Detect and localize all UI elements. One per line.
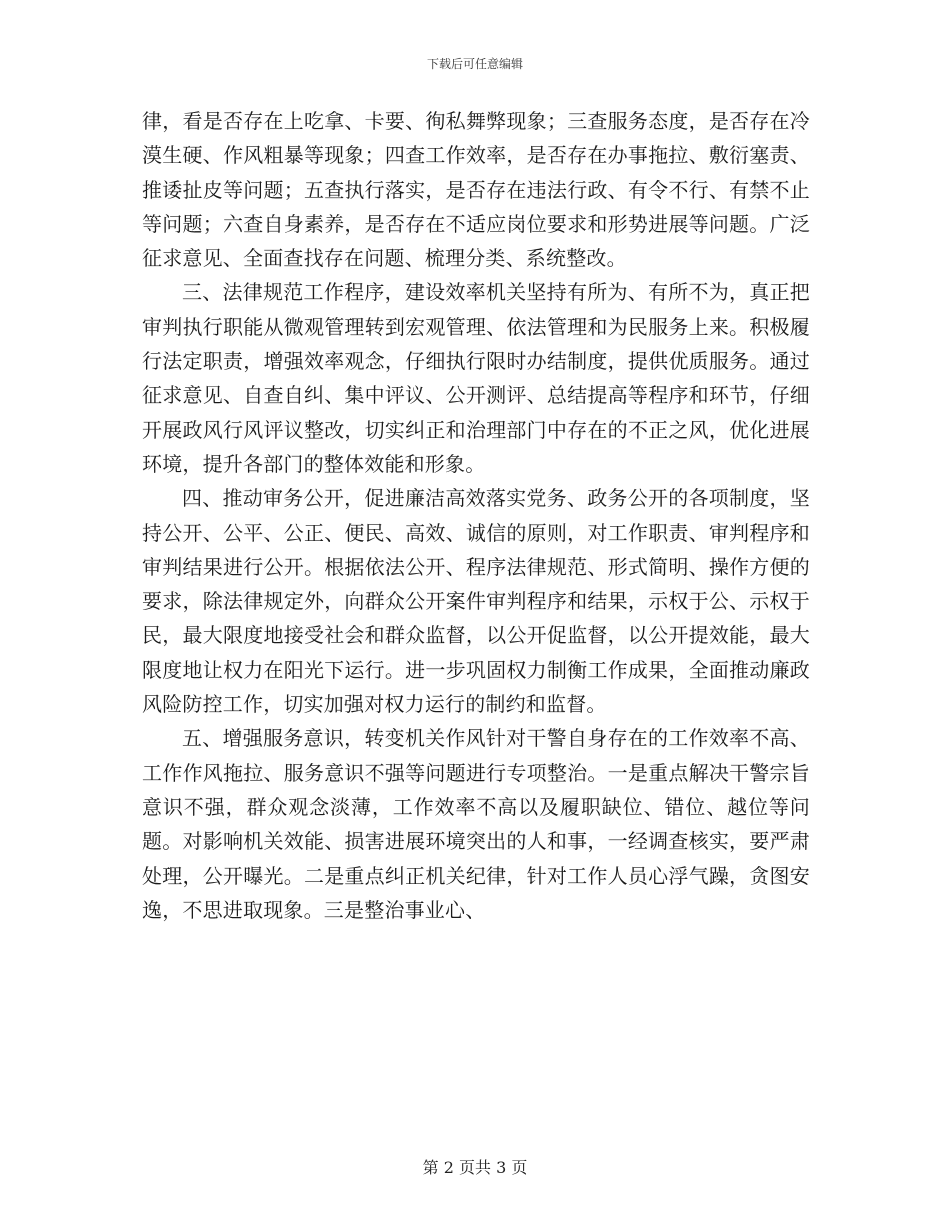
paragraph-1: 律，看是否存在上吃拿、卡要、徇私舞弊现象；三查服务态度，是否存在冷漠生硬、作风粗暴等现象；四查工作效率，是否存在办事拖拉、敷衍塞责、推诿扯皮等问题；五查执行落实，是否存在违法行政、有令不行、有禁不止等问题；六查自身素养，是否存在不适应岗位要求和形势进展等问题。广泛征求意见、全面查找存在问题、梳理分类、系统整改。 — [142, 109, 810, 271]
page-header: 下载后可任意编辑 — [426, 57, 523, 71]
paragraph-3: 四、推动审务公开，促进廉洁高效落实党务、政务公开的各项制度，坚持公开、公平、公正、便民、高效、诚信的原则，对工作职责、审判程序和审判结果进行公开。根据依法公开、程序法律规范、形式简明、操作方便的要求，除法律规定外，向群众公开案件审判程序和结果，示权于公、示权于民，最大限度地接受社会和群众监督，以公开促监督，以公开提效能，最大限度地让权力在阳光下运行。进一步巩固权力制衡工作成果，全面推动廉政风险防控工作，切实加强对权力运行的制约和监督。 — [142, 486, 810, 717]
page-number-footer: 第 2 页共 3 页 — [422, 1158, 528, 1177]
paragraph-4: 五、增强服务意识，转变机关作风针对干警自身存在的工作效率不高、工作作风拖拉、服务意识不强等问题进行专项整治。一是重点解决干警宗旨意识不强，群众观念淡薄，工作效率不高以及履职缺位、错位、越位等问题。对影响机关效能、损害进展环境突出的人和事，一经调查核实，要严肃处理，公开曝光。二是重点纠正机关纪律，针对工作人员心浮气躁，贪图安逸，不思进取现象。三是整治事业心、 — [142, 726, 810, 922]
paragraph-2: 三、法律规范工作程序，建设效率机关坚持有所为、有所不为，真正把审判执行职能从微观管理转到宏观管理、依法管理和为民服务上来。积极履行法定职责，增强效率观念，仔细执行限时办结制度，提供优质服务。通过征求意见、自查自纠、集中评议、公开测评、总结提高等程序和环节，仔细开展政风行风评议整改，切实纠正和治理部门中存在的不正之风，优化进展环境，提升各部门的整体效能和形象。 — [142, 280, 810, 476]
document-body — [142, 104, 810, 927]
